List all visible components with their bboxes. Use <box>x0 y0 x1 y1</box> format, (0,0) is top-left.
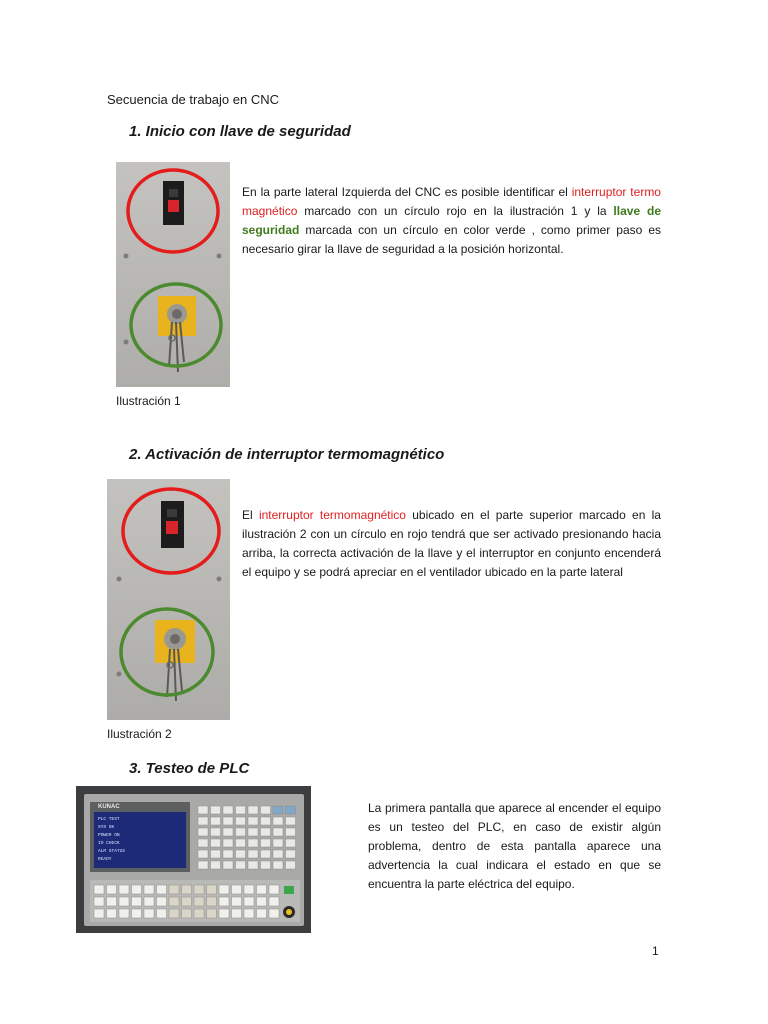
keypad-key <box>248 861 258 869</box>
operator-key <box>107 885 117 894</box>
keypad-key <box>248 817 258 825</box>
page-number: 1 <box>652 944 659 958</box>
operator-key <box>144 897 154 906</box>
keypad-key <box>198 861 208 869</box>
operator-key <box>107 909 117 918</box>
safety-key-highlight: llave de seguridad <box>242 204 661 237</box>
section-2-heading: 2. Activación de interruptor termomagnético <box>129 446 445 463</box>
illustration-2-caption: Ilustración 2 <box>107 727 172 741</box>
paragraph-text: El <box>242 508 259 522</box>
paragraph-text: ubicado en el parte superior marcado en la ilustración 2 con un círculo en rojo tendrá que ser activado presionando hacia arriba, la correcta activación de la llave y el interruptor en conjunto encenderá el equipo y se podrá apreciar en el ventilador ubicado en la parte lateral <box>242 508 661 579</box>
operator-key <box>244 885 254 894</box>
operator-key <box>269 909 279 918</box>
operator-key <box>157 885 167 894</box>
operator-key <box>207 909 217 918</box>
keypad-key <box>248 828 258 836</box>
operator-key <box>169 885 179 894</box>
operator-key <box>94 897 104 906</box>
operator-key <box>119 897 129 906</box>
operator-key <box>207 885 217 894</box>
operator-key <box>94 885 104 894</box>
operator-key <box>232 885 242 894</box>
operator-key <box>132 885 142 894</box>
keypad-key <box>236 828 246 836</box>
keypad-key <box>198 806 208 814</box>
keypad-key <box>273 828 283 836</box>
section-1-heading: 1. Inicio con llave de seguridad <box>129 123 351 140</box>
keypad-key <box>236 817 246 825</box>
operator-key <box>169 909 179 918</box>
keypad-key <box>223 861 233 869</box>
operator-key <box>194 909 204 918</box>
operator-key <box>182 885 192 894</box>
screen-line: PLC TEST <box>98 817 120 822</box>
operator-keys <box>94 885 279 918</box>
operator-key <box>232 897 242 906</box>
operator-key <box>194 897 204 906</box>
keypad-key <box>211 839 221 847</box>
breaker-highlight: interruptor termo magnético <box>242 185 661 218</box>
keypad-key <box>248 839 258 847</box>
keypad-key <box>198 839 208 847</box>
screen-line: ALM STATUS <box>98 849 126 854</box>
operator-key <box>269 897 279 906</box>
keypad-key <box>236 839 246 847</box>
paragraph-text: marcada con un círculo en color verde , como primer paso es necesario girar la llave de seguridad a la posición horizontal. <box>242 223 661 256</box>
keypad-key <box>211 850 221 858</box>
plc-panel-photo <box>76 786 311 933</box>
document-title: Secuencia de trabajo en CNC <box>107 92 279 107</box>
keypad-key <box>248 806 258 814</box>
keypad-key <box>211 806 221 814</box>
section-3-paragraph: La primera pantalla que aparece al encender el equipo es un testeo del PLC, en caso de existir algún problema, dentro de esta pantalla aparece una advertencia la cual indicara el estado en que se encuentra la parte eléctrica del equipo. <box>368 801 661 891</box>
operator-key <box>257 909 267 918</box>
keypad-key <box>211 861 221 869</box>
operator-key <box>257 885 267 894</box>
breaker-highlight: interruptor termomagnético <box>258 508 406 522</box>
operator-key <box>244 909 254 918</box>
keypad-key <box>211 828 221 836</box>
operator-key <box>157 909 167 918</box>
keypad-key <box>286 839 296 847</box>
keypad-key <box>198 828 208 836</box>
operator-key <box>219 909 229 918</box>
operator-key <box>119 909 129 918</box>
keypad-key <box>223 806 233 814</box>
section-2-paragraph <box>242 506 661 582</box>
keypad-key <box>261 861 271 869</box>
cnc-control-panel-image <box>76 786 311 933</box>
operator-key <box>207 897 217 906</box>
operator-key <box>232 909 242 918</box>
operator-key <box>144 909 154 918</box>
keypad-key <box>273 839 283 847</box>
operator-key <box>94 909 104 918</box>
paragraph-text: En la parte lateral Izquierda del CNC es posible identificar el <box>242 185 572 199</box>
operator-key <box>119 885 129 894</box>
paragraph-text: marcado con un círculo rojo en la ilustración 1 y la <box>297 204 614 218</box>
illustration-2-photo <box>107 479 230 720</box>
screen-line: POWER ON <box>98 833 120 838</box>
keypad-key <box>236 861 246 869</box>
start-button <box>284 886 294 894</box>
keypad-key <box>248 850 258 858</box>
keypad-key <box>286 806 296 814</box>
operator-key <box>182 897 192 906</box>
keypad-key <box>261 839 271 847</box>
keypad-key <box>273 817 283 825</box>
operator-key <box>219 885 229 894</box>
operator-key <box>132 897 142 906</box>
keypad-key <box>198 850 208 858</box>
operator-key <box>194 885 204 894</box>
illustration-1-caption: Ilustración 1 <box>116 394 181 408</box>
keypad-key <box>198 817 208 825</box>
cnc-side-panel-image <box>116 162 230 387</box>
operator-key <box>269 885 279 894</box>
operator-key <box>244 897 254 906</box>
keypad-key <box>211 817 221 825</box>
keypad-key <box>223 839 233 847</box>
keypad-key <box>286 828 296 836</box>
keypad-key <box>273 861 283 869</box>
screen-line: SYS OK <box>98 825 115 830</box>
keypad-key <box>273 850 283 858</box>
keypad-key <box>286 817 296 825</box>
keypad-key <box>261 828 271 836</box>
keypad-key <box>261 817 271 825</box>
operator-key <box>157 897 167 906</box>
keypad-key <box>273 806 283 814</box>
keypad-key <box>261 850 271 858</box>
operator-key <box>182 909 192 918</box>
illustration-1-photo <box>116 162 230 387</box>
screen-line: IO CHECK <box>98 841 120 846</box>
operator-key <box>219 897 229 906</box>
section-3-heading: 3. Testeo de PLC <box>129 760 250 777</box>
section-1-paragraph <box>242 183 661 259</box>
panel-brand-text: KUNAC <box>98 804 120 810</box>
operator-key <box>107 897 117 906</box>
cnc-side-panel-image <box>107 479 230 720</box>
keypad-key <box>286 850 296 858</box>
keypad-key <box>223 817 233 825</box>
screen-line: READY <box>98 857 112 862</box>
keypad-key <box>236 850 246 858</box>
keypad-key <box>223 850 233 858</box>
operator-key <box>257 897 267 906</box>
operator-key <box>144 885 154 894</box>
operator-key <box>169 897 179 906</box>
keypad-key <box>223 828 233 836</box>
keypad-key <box>261 806 271 814</box>
keypad-key <box>236 806 246 814</box>
keypad-key <box>286 861 296 869</box>
operator-key <box>132 909 142 918</box>
